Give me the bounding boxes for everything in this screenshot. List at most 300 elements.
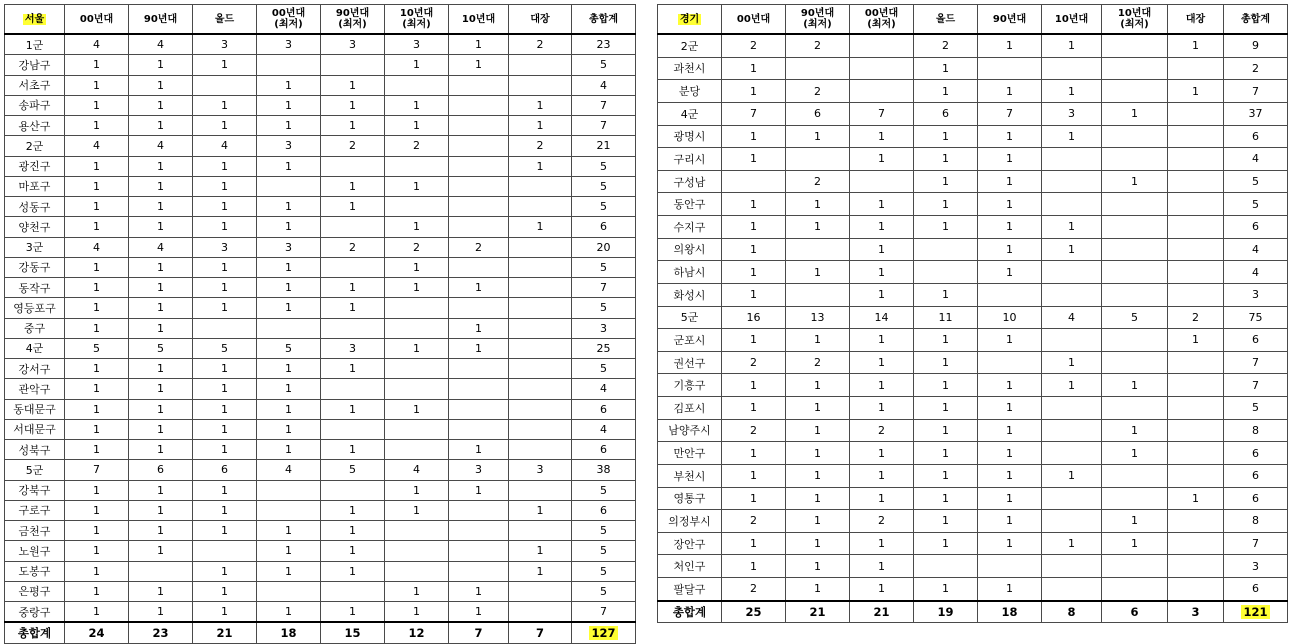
column-header: 00년대 (최저) xyxy=(850,5,914,35)
table-cell xyxy=(449,561,509,581)
table-cell: 1 xyxy=(978,442,1042,465)
table-cell: 3 xyxy=(257,34,321,55)
table-cell xyxy=(1102,193,1168,216)
row-label: 광명시 xyxy=(658,125,722,148)
table-cell: 1 xyxy=(129,480,193,500)
region-label: 경기 xyxy=(679,13,700,25)
table-cell: 7 xyxy=(572,602,636,623)
table-cell xyxy=(1102,351,1168,374)
total-label: 총합계 xyxy=(5,622,65,644)
table-cell: 2 xyxy=(1168,306,1224,329)
table-cell: 1 xyxy=(850,374,914,397)
table-cell: 23 xyxy=(572,34,636,55)
table-cell xyxy=(1102,578,1168,601)
column-header: 10년대 (최저) xyxy=(1102,5,1168,35)
table-cell: 1 xyxy=(786,555,850,578)
table-cell: 1 xyxy=(914,374,978,397)
table-cell xyxy=(1102,464,1168,487)
table-cell: 1 xyxy=(850,125,914,148)
table-cell: 1 xyxy=(1042,125,1102,148)
table-cell xyxy=(385,318,449,338)
table-cell: 3 xyxy=(321,34,385,55)
table-cell: 1 xyxy=(850,487,914,510)
table-cell xyxy=(850,170,914,193)
table-cell: 1 xyxy=(129,602,193,623)
table-cell: 1 xyxy=(129,419,193,439)
total-cell: 6 xyxy=(1102,601,1168,623)
table-cell: 4 xyxy=(385,460,449,480)
row-label: 영등포구 xyxy=(5,298,65,318)
table-cell xyxy=(1042,148,1102,171)
row-label: 동작구 xyxy=(5,278,65,298)
table-cell xyxy=(321,217,385,237)
table-row xyxy=(658,102,1288,125)
table-row xyxy=(658,216,1288,239)
table-cell: 1 xyxy=(65,318,129,338)
table-cell xyxy=(1102,34,1168,57)
table-cell: 1 xyxy=(65,298,129,318)
table-cell: 1 xyxy=(193,379,257,399)
table-cell xyxy=(1168,374,1224,397)
table-row xyxy=(5,156,636,176)
table-cell: 1 xyxy=(321,541,385,561)
table-cell: 2 xyxy=(449,237,509,257)
column-header: 90년대 (최저) xyxy=(321,5,385,35)
table-cell: 2 xyxy=(321,237,385,257)
table-cell: 6 xyxy=(572,440,636,460)
table-cell xyxy=(1042,170,1102,193)
table-row xyxy=(658,374,1288,397)
table-cell: 1 xyxy=(722,464,786,487)
table-row xyxy=(5,197,636,217)
table-cell: 1 xyxy=(65,500,129,520)
table-cell: 1 xyxy=(978,216,1042,239)
table-cell: 1 xyxy=(385,581,449,601)
table-cell: 38 xyxy=(572,460,636,480)
row-label: 구성남 xyxy=(658,170,722,193)
table-row xyxy=(658,442,1288,465)
table-row xyxy=(658,510,1288,533)
table-row xyxy=(658,578,1288,601)
table-cell xyxy=(321,379,385,399)
table-cell: 1 xyxy=(321,116,385,136)
table-cell: 1 xyxy=(65,197,129,217)
table-cell: 1 xyxy=(509,116,572,136)
table-cell: 2 xyxy=(722,419,786,442)
row-label: 송파구 xyxy=(5,95,65,115)
table-cell: 2 xyxy=(786,34,850,57)
table-row xyxy=(658,148,1288,171)
table-cell: 1 xyxy=(65,55,129,75)
table-cell: 1 xyxy=(129,298,193,318)
table-cell: 1 xyxy=(65,581,129,601)
table-cell: 1 xyxy=(786,216,850,239)
table-cell: 1 xyxy=(850,238,914,261)
table-cell: 1 xyxy=(193,217,257,237)
column-header: 총합계 xyxy=(1224,5,1288,35)
table-cell xyxy=(449,176,509,196)
table-cell: 1 xyxy=(65,521,129,541)
table-cell: 1 xyxy=(65,419,129,439)
total-cell: 21 xyxy=(786,601,850,623)
table-row xyxy=(658,261,1288,284)
table-cell: 1 xyxy=(193,116,257,136)
table-cell xyxy=(1102,216,1168,239)
table-cell: 1 xyxy=(786,397,850,420)
table-cell: 1 xyxy=(129,379,193,399)
table-row xyxy=(5,34,636,55)
table-cell: 1 xyxy=(978,170,1042,193)
table-cell: 7 xyxy=(572,278,636,298)
table-cell: 7 xyxy=(572,95,636,115)
table-cell: 1 xyxy=(257,379,321,399)
table-cell xyxy=(193,75,257,95)
table-row xyxy=(5,116,636,136)
table-cell: 1 xyxy=(850,397,914,420)
total-cell: 25 xyxy=(722,601,786,623)
table-cell: 1 xyxy=(1042,80,1102,103)
table-row xyxy=(658,329,1288,352)
seoul-table xyxy=(4,4,636,644)
table-cell: 1 xyxy=(129,55,193,75)
table-cell: 1 xyxy=(193,156,257,176)
table-cell: 1 xyxy=(257,217,321,237)
table-cell: 1 xyxy=(978,193,1042,216)
table-cell: 1 xyxy=(786,125,850,148)
table-cell: 7 xyxy=(65,460,129,480)
table-cell: 1 xyxy=(722,125,786,148)
table-cell: 1 xyxy=(193,298,257,318)
table-cell xyxy=(509,480,572,500)
table-cell: 4 xyxy=(572,419,636,439)
table-cell: 1 xyxy=(978,125,1042,148)
table-cell: 1 xyxy=(1168,34,1224,57)
table-cell: 1 xyxy=(129,156,193,176)
total-cell: 18 xyxy=(978,601,1042,623)
table-cell: 1 xyxy=(385,480,449,500)
table-cell: 1 xyxy=(129,257,193,277)
table-cell: 1 xyxy=(193,278,257,298)
table-row xyxy=(5,75,636,95)
table-cell xyxy=(1042,193,1102,216)
row-label: 중랑구 xyxy=(5,602,65,623)
table-cell: 5 xyxy=(193,338,257,358)
total-cell: 19 xyxy=(914,601,978,623)
table-cell xyxy=(449,419,509,439)
column-header: 10년대 xyxy=(1042,5,1102,35)
table-row xyxy=(658,555,1288,578)
table-cell: 1 xyxy=(850,261,914,284)
table-cell: 6 xyxy=(914,102,978,125)
table-cell: 1 xyxy=(850,329,914,352)
table-cell: 1 xyxy=(978,487,1042,510)
table-cell: 1 xyxy=(65,541,129,561)
table-cell: 1 xyxy=(385,338,449,358)
table-cell: 1 xyxy=(193,581,257,601)
table-cell: 1 xyxy=(509,561,572,581)
table-cell: 1 xyxy=(193,176,257,196)
table-cell xyxy=(1168,193,1224,216)
table-cell xyxy=(1168,261,1224,284)
table-cell: 2 xyxy=(385,237,449,257)
table-cell xyxy=(1042,397,1102,420)
table-cell: 1 xyxy=(321,176,385,196)
table-cell xyxy=(786,283,850,306)
table-cell xyxy=(449,156,509,176)
table-cell: 1 xyxy=(1168,329,1224,352)
table-cell: 6 xyxy=(1224,329,1288,352)
table-cell: 2 xyxy=(722,510,786,533)
column-header: 90년대 xyxy=(978,5,1042,35)
table-cell: 4 xyxy=(1224,261,1288,284)
table-row xyxy=(658,283,1288,306)
table-cell: 1 xyxy=(257,541,321,561)
table-row xyxy=(658,351,1288,374)
row-label: 관악구 xyxy=(5,379,65,399)
table-cell xyxy=(385,156,449,176)
row-label: 강서구 xyxy=(5,359,65,379)
table-cell xyxy=(449,541,509,561)
table-cell xyxy=(193,318,257,338)
table-cell: 7 xyxy=(722,102,786,125)
table-cell: 1 xyxy=(129,95,193,115)
table-cell: 1 xyxy=(449,581,509,601)
row-label: 과천시 xyxy=(658,57,722,80)
table-cell xyxy=(850,57,914,80)
row-label: 강동구 xyxy=(5,257,65,277)
row-label: 강북구 xyxy=(5,480,65,500)
table-cell: 1 xyxy=(321,95,385,115)
table-cell xyxy=(257,500,321,520)
table-cell: 1 xyxy=(129,278,193,298)
row-label: 구로구 xyxy=(5,500,65,520)
gyeonggi-table xyxy=(657,4,1288,623)
table-cell: 1 xyxy=(321,75,385,95)
total-cell: 15 xyxy=(321,622,385,644)
table-row xyxy=(658,464,1288,487)
table-cell xyxy=(449,197,509,217)
table-cell: 6 xyxy=(1224,464,1288,487)
table-cell xyxy=(449,257,509,277)
table-cell: 3 xyxy=(449,460,509,480)
table-cell: 1 xyxy=(722,555,786,578)
table-cell: 1 xyxy=(385,399,449,419)
table-cell: 1 xyxy=(914,510,978,533)
table-cell xyxy=(1102,555,1168,578)
table-row xyxy=(658,80,1288,103)
table-cell xyxy=(1168,283,1224,306)
table-cell: 1 xyxy=(65,379,129,399)
table-row xyxy=(5,581,636,601)
table-cell: 1 xyxy=(321,440,385,460)
table-row xyxy=(658,532,1288,555)
table-cell: 1 xyxy=(1042,238,1102,261)
table-cell xyxy=(978,555,1042,578)
table-cell: 7 xyxy=(850,102,914,125)
table-cell xyxy=(1102,329,1168,352)
table-cell: 2 xyxy=(1224,57,1288,80)
table-cell xyxy=(385,419,449,439)
table-cell: 3 xyxy=(509,460,572,480)
total-cell: 21 xyxy=(850,601,914,623)
total-cell: 8 xyxy=(1042,601,1102,623)
table-row xyxy=(5,136,636,156)
table-cell xyxy=(509,55,572,75)
table-cell: 5 xyxy=(572,541,636,561)
table-cell: 1 xyxy=(385,257,449,277)
table-cell xyxy=(1042,419,1102,442)
table-cell: 1 xyxy=(193,399,257,419)
table-cell xyxy=(129,561,193,581)
table-cell: 1 xyxy=(257,95,321,115)
table-cell: 1 xyxy=(257,359,321,379)
table-cell: 6 xyxy=(1224,125,1288,148)
table-cell: 1 xyxy=(385,500,449,520)
table-cell: 1 xyxy=(914,80,978,103)
table-cell: 1 xyxy=(722,148,786,171)
table-cell xyxy=(1102,283,1168,306)
table-cell: 1 xyxy=(257,278,321,298)
table-cell: 3 xyxy=(257,136,321,156)
table-cell: 1 xyxy=(722,442,786,465)
table-row xyxy=(5,379,636,399)
table-cell xyxy=(509,338,572,358)
table-cell: 2 xyxy=(786,351,850,374)
total-cell: 3 xyxy=(1168,601,1224,623)
table-cell: 1 xyxy=(786,193,850,216)
table-cell: 1 xyxy=(978,419,1042,442)
row-label: 구리시 xyxy=(658,148,722,171)
table-cell: 37 xyxy=(1224,102,1288,125)
table-cell: 2 xyxy=(850,510,914,533)
table-cell: 2 xyxy=(509,136,572,156)
column-header: 10년대 (최저) xyxy=(385,5,449,35)
table-cell xyxy=(1168,419,1224,442)
column-header: 90년대 (최저) xyxy=(786,5,850,35)
table-cell xyxy=(449,217,509,237)
table-cell: 6 xyxy=(129,460,193,480)
table-cell xyxy=(257,480,321,500)
table-cell: 1 xyxy=(722,374,786,397)
table-cell: 1 xyxy=(786,532,850,555)
table-cell xyxy=(509,399,572,419)
table-cell: 5 xyxy=(572,521,636,541)
table-cell: 3 xyxy=(385,34,449,55)
table-cell xyxy=(1102,80,1168,103)
table-cell xyxy=(1102,125,1168,148)
table-cell: 7 xyxy=(1224,80,1288,103)
table-row xyxy=(5,298,636,318)
table-cell: 1 xyxy=(978,397,1042,420)
table-cell xyxy=(786,238,850,261)
table-cell xyxy=(1168,351,1224,374)
table-cell: 1 xyxy=(978,261,1042,284)
table-cell: 1 xyxy=(129,176,193,196)
table-cell: 5 xyxy=(1102,306,1168,329)
table-cell: 1 xyxy=(257,298,321,318)
row-label: 금천구 xyxy=(5,521,65,541)
table-cell: 1 xyxy=(978,148,1042,171)
table-cell: 2 xyxy=(914,34,978,57)
table-cell xyxy=(509,440,572,460)
row-label: 성북구 xyxy=(5,440,65,460)
table-cell: 4 xyxy=(129,34,193,55)
table-cell: 6 xyxy=(193,460,257,480)
table-cell: 1 xyxy=(449,55,509,75)
table-cell: 1 xyxy=(978,532,1042,555)
table-cell: 3 xyxy=(1224,555,1288,578)
table-cell: 1 xyxy=(850,148,914,171)
table-cell xyxy=(385,561,449,581)
table-cell: 1 xyxy=(257,116,321,136)
table-cell: 10 xyxy=(978,306,1042,329)
table-cell: 1 xyxy=(193,419,257,439)
table-cell xyxy=(321,480,385,500)
table-cell: 5 xyxy=(572,156,636,176)
table-cell xyxy=(1168,125,1224,148)
table-cell: 5 xyxy=(321,460,385,480)
table-cell: 16 xyxy=(722,306,786,329)
table-cell xyxy=(449,298,509,318)
table-cell xyxy=(509,379,572,399)
table-cell: 1 xyxy=(914,419,978,442)
table-cell: 1 xyxy=(193,359,257,379)
column-header: 올드 xyxy=(914,5,978,35)
table-cell: 1 xyxy=(449,34,509,55)
table-cell: 1 xyxy=(509,156,572,176)
row-label: 동대문구 xyxy=(5,399,65,419)
table-cell xyxy=(509,278,572,298)
table-cell: 1 xyxy=(193,197,257,217)
table-cell: 1 xyxy=(65,217,129,237)
table-cell: 1 xyxy=(1042,216,1102,239)
table-cell: 21 xyxy=(572,136,636,156)
row-label: 동안구 xyxy=(658,193,722,216)
row-label: 의왕시 xyxy=(658,238,722,261)
table-cell xyxy=(1168,170,1224,193)
region-header xyxy=(658,5,722,35)
table-cell xyxy=(449,95,509,115)
table-cell xyxy=(321,257,385,277)
table-row xyxy=(658,125,1288,148)
table-row xyxy=(5,176,636,196)
table-cell xyxy=(449,521,509,541)
row-label: 하남시 xyxy=(658,261,722,284)
table-cell: 6 xyxy=(1224,487,1288,510)
table-cell xyxy=(1168,397,1224,420)
table-cell xyxy=(786,148,850,171)
table-cell: 4 xyxy=(257,460,321,480)
table-cell: 1 xyxy=(65,75,129,95)
table-cell xyxy=(1168,102,1224,125)
table-cell: 20 xyxy=(572,237,636,257)
table-cell xyxy=(257,55,321,75)
table-cell: 1 xyxy=(193,257,257,277)
table-cell xyxy=(449,399,509,419)
table-cell: 2 xyxy=(509,34,572,55)
table-cell xyxy=(1042,283,1102,306)
table-cell: 1 xyxy=(1168,487,1224,510)
table-cell: 5 xyxy=(572,298,636,318)
table-cell: 1 xyxy=(193,561,257,581)
table-cell: 1 xyxy=(1042,464,1102,487)
row-label: 마포구 xyxy=(5,176,65,196)
row-label: 은평구 xyxy=(5,581,65,601)
table-cell xyxy=(978,283,1042,306)
table-cell: 1 xyxy=(1102,102,1168,125)
table-cell: 1 xyxy=(257,561,321,581)
table-cell: 1 xyxy=(129,500,193,520)
